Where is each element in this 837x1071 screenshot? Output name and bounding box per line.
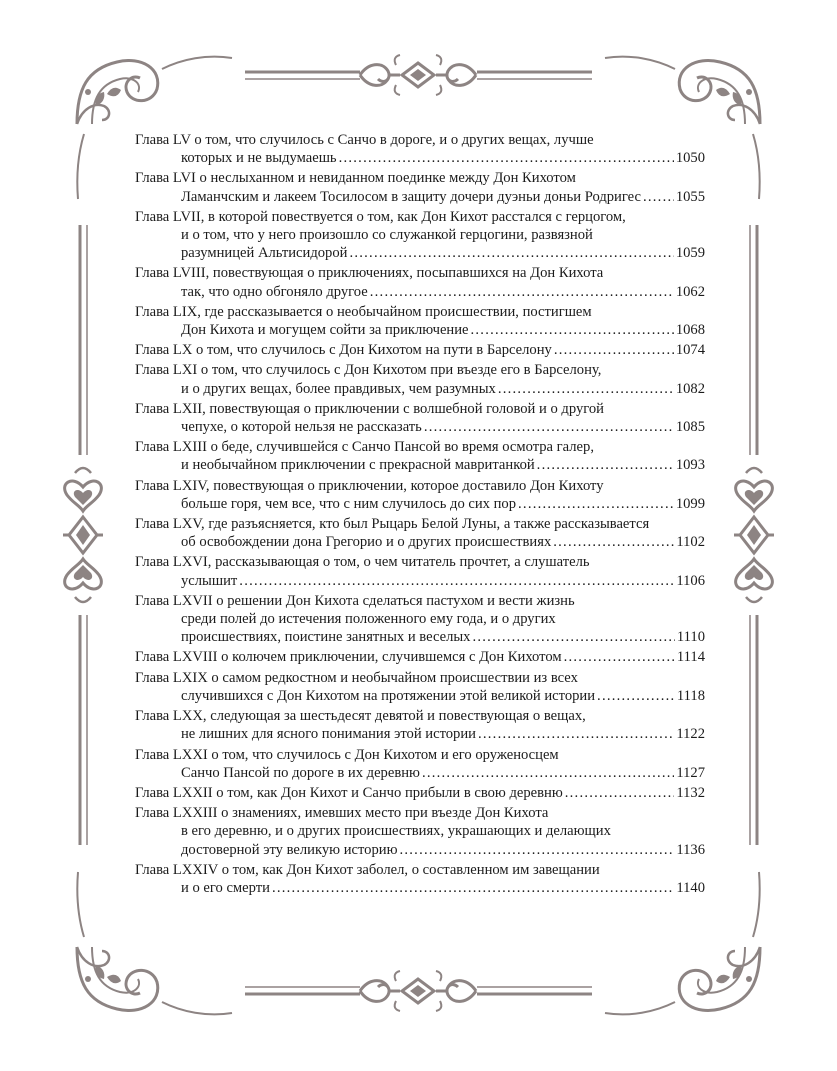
toc-entry-line: Глава LVI о неслыханном и невиданном поединке между Дон Кихотом xyxy=(135,170,576,187)
dot-leader xyxy=(478,725,674,743)
toc-entry-line: Глава LIX, где рассказывается о необычайном происшествии, постигшем xyxy=(135,303,592,320)
toc-entry[interactable] xyxy=(135,169,705,205)
page-number: 1059 xyxy=(675,245,705,262)
toc-entry-line: Глава LXXII о том, как Дон Кихот и Санчо прибыли в свою деревню xyxy=(135,784,563,801)
page-number: 1099 xyxy=(675,495,705,512)
page-number: 1102 xyxy=(676,534,705,551)
page-number: 1050 xyxy=(675,150,705,167)
toc-entry[interactable] xyxy=(135,804,705,859)
toc-entry-last-line xyxy=(135,628,705,646)
dot-leader xyxy=(339,149,674,167)
toc-entry-line: Глава LXVII о решении Дон Кихота сделаться пастухом и вести жизнь xyxy=(135,592,575,609)
toc-entry-last-line xyxy=(135,149,705,167)
toc-entry[interactable] xyxy=(135,361,705,397)
dot-leader xyxy=(349,244,673,262)
toc-entry-line: достоверной эту великую историю xyxy=(181,841,398,858)
dot-leader xyxy=(554,341,674,359)
page-number: 1118 xyxy=(676,687,705,704)
page-number: 1140 xyxy=(676,879,705,896)
page-number: 1110 xyxy=(676,629,705,646)
toc-entry[interactable] xyxy=(135,264,705,300)
toc-entry-last-line xyxy=(135,418,705,436)
dot-leader xyxy=(537,456,674,474)
toc-entry-line: Санчо Пансой по дороге в их деревню xyxy=(181,764,420,781)
toc-entry-last-line xyxy=(135,341,705,359)
toc-entry-line: Глава LXIV, повествующая о приключении, которое доставило Дон Кихоту xyxy=(135,477,604,494)
toc-entry-last-line xyxy=(135,764,705,782)
dot-leader xyxy=(422,764,674,782)
table-of-contents xyxy=(135,131,705,899)
toc-entry-line: Глава LXV, где разъясняется, кто был Рыцарь Белой Луны, а также рассказывается xyxy=(135,516,650,533)
page-number: 1082 xyxy=(675,380,705,397)
toc-entry[interactable] xyxy=(135,707,705,743)
toc-entry-last-line xyxy=(135,572,705,590)
toc-entry-line: Глава LX о том, что случилось с Дон Кихотом на пути в Барселону xyxy=(135,342,552,359)
dot-leader xyxy=(597,687,675,705)
side-heart-ornament-icon xyxy=(734,468,774,602)
toc-entry-last-line xyxy=(135,283,705,301)
toc-entry-line: разумницей Альтисидорой xyxy=(181,245,348,262)
toc-entry-last-line xyxy=(135,456,705,474)
dot-leader xyxy=(498,380,674,398)
toc-entry-last-line xyxy=(135,495,705,513)
dot-leader xyxy=(472,628,674,646)
toc-entry-last-line xyxy=(135,687,705,705)
toc-entry-line: и необычайном приключении с прекрасной мавританкой xyxy=(181,457,535,474)
toc-entry-line: не лишних для ясного понимания этой истории xyxy=(181,726,476,743)
toc-entry[interactable] xyxy=(135,438,705,474)
toc-entry[interactable] xyxy=(135,861,705,897)
toc-entry[interactable] xyxy=(135,303,705,339)
toc-entry-line: Глава LXXIII о знамениях, имевших место при въезде Дон Кихота xyxy=(135,805,549,822)
toc-entry-last-line xyxy=(135,784,705,802)
toc-entry-last-line xyxy=(135,841,705,859)
toc-entry-line: Глава LXIX о самом редкостном и необычайном происшествии из всех xyxy=(135,669,578,686)
toc-entry-last-line xyxy=(135,188,705,206)
toc-entry-line: Глава LXXIV о том, как Дон Кихот заболел, о составленном им завещании xyxy=(135,861,600,878)
toc-entry[interactable] xyxy=(135,208,705,263)
toc-entry-last-line xyxy=(135,244,705,262)
page-number: 1055 xyxy=(675,188,705,205)
toc-entry-last-line xyxy=(135,879,705,897)
toc-entry[interactable] xyxy=(135,669,705,705)
toc-entry[interactable] xyxy=(135,477,705,513)
dot-leader xyxy=(564,648,675,666)
toc-entry-line: Глава LXVIII о колючем приключении, случившемся с Дон Кихотом xyxy=(135,649,562,666)
page-number: 1127 xyxy=(676,764,705,781)
dot-leader xyxy=(370,283,674,301)
page-number: 1093 xyxy=(675,457,705,474)
toc-entry-last-line xyxy=(135,533,705,551)
toc-entry-line: и о том, что у него произошло со служанкой герцогини, развязной xyxy=(181,227,593,244)
toc-entry[interactable] xyxy=(135,400,705,436)
page-number: 1114 xyxy=(676,649,705,666)
page-number: 1074 xyxy=(675,342,705,359)
page-number: 1132 xyxy=(676,784,705,801)
page-number: 1136 xyxy=(676,841,705,858)
toc-entry-line: Глава LXIII о беде, случившейся с Санчо Пансой во время осмотра галер, xyxy=(135,439,594,456)
page-number: 1068 xyxy=(675,322,705,339)
dot-leader xyxy=(565,784,675,802)
toc-entry-line: среди полей до истечения положенного ему года, и о других xyxy=(181,611,556,628)
dot-leader xyxy=(424,418,674,436)
page-number: 1062 xyxy=(675,283,705,300)
page-number: 1106 xyxy=(676,572,705,589)
toc-entry-line: и о его смерти xyxy=(181,879,270,896)
toc-entry-line: Глава LVII, в которой повествуется о том, как Дон Кихот расстался с герцогом, xyxy=(135,208,626,225)
toc-entry-line: Глава LXII, повествующая о приключении с волшебной головой и о другой xyxy=(135,400,604,417)
page-number: 1122 xyxy=(676,726,705,743)
toc-entry-line: Глава LXVI, рассказывающая о том, о чем читатель прочтет, а слушатель xyxy=(135,554,590,571)
toc-entry-line: Глава LVIII, повествующая о приключениях, посыпавшихся на Дон Кихота xyxy=(135,265,604,282)
page-number: 1085 xyxy=(675,419,705,436)
toc-entry-line: которых и не выдумаешь xyxy=(181,150,337,167)
toc-entry-last-line xyxy=(135,648,705,666)
toc-entry-last-line xyxy=(135,380,705,398)
toc-entry-line: услышит xyxy=(181,572,238,589)
toc-entry-line: происшествиях, поистине занятных и веселых xyxy=(181,629,471,646)
dot-leader xyxy=(553,533,674,551)
toc-entry-line: больше горя, чем все, что с ним случилось до сих пор xyxy=(181,495,517,512)
toc-entry-line: Глава LV о том, что случилось с Санчо в дороге, и о других вещах, лучше xyxy=(135,132,594,148)
dot-leader xyxy=(272,879,674,897)
toc-entry-line: так, что одно обгоняло другое xyxy=(181,283,368,300)
toc-entry-line: чепухе, о которой нельзя не рассказать xyxy=(181,419,422,436)
top-center-ornament-icon xyxy=(360,971,476,1011)
side-heart-ornament-icon xyxy=(63,468,103,602)
dot-leader xyxy=(471,321,674,339)
toc-entry-last-line xyxy=(135,321,705,339)
dot-leader xyxy=(643,188,674,206)
toc-entry-line: Дон Кихота и могущем сойти за приключение xyxy=(181,322,469,339)
toc-entry-last-line xyxy=(135,725,705,743)
toc-entry-line: Ламанчским и лакеем Тосилосом в защиту дочери дуэньи доньи Родригес xyxy=(181,188,641,205)
toc-entry-line: об освобождении дона Грегорио и о других происшествиях xyxy=(181,534,552,551)
toc-entry[interactable] xyxy=(135,341,705,359)
toc-entry-line: Глава LXX, следующая за шестьдесят девятой и повествующая о вещах, xyxy=(135,708,586,725)
toc-entry[interactable] xyxy=(135,515,705,551)
toc-entry-line: Глава LXXI о том, что случилось с Дон Кихотом и его оруженосцем xyxy=(135,746,559,763)
top-center-ornament-icon xyxy=(360,55,476,95)
toc-entry-line: в его деревню, и о других происшествиях, украшающих и делающих xyxy=(181,823,611,840)
toc-entry[interactable] xyxy=(135,746,705,782)
toc-entry[interactable] xyxy=(135,131,705,167)
dot-leader xyxy=(518,495,674,513)
toc-entry-line: и о других вещах, более правдивых, чем разумных xyxy=(181,380,496,397)
dot-leader xyxy=(399,841,674,859)
toc-entry[interactable] xyxy=(135,592,705,647)
toc-entry-line: случившихся с Дон Кихотом на протяжении этой великой истории xyxy=(181,687,596,704)
toc-entry[interactable] xyxy=(135,553,705,589)
toc-entry-line: Глава LXI о том, что случилось с Дон Кихотом при въезде его в Барселону, xyxy=(135,362,602,379)
dot-leader xyxy=(239,572,674,590)
toc-entry[interactable] xyxy=(135,648,705,666)
toc-entry[interactable] xyxy=(135,784,705,802)
